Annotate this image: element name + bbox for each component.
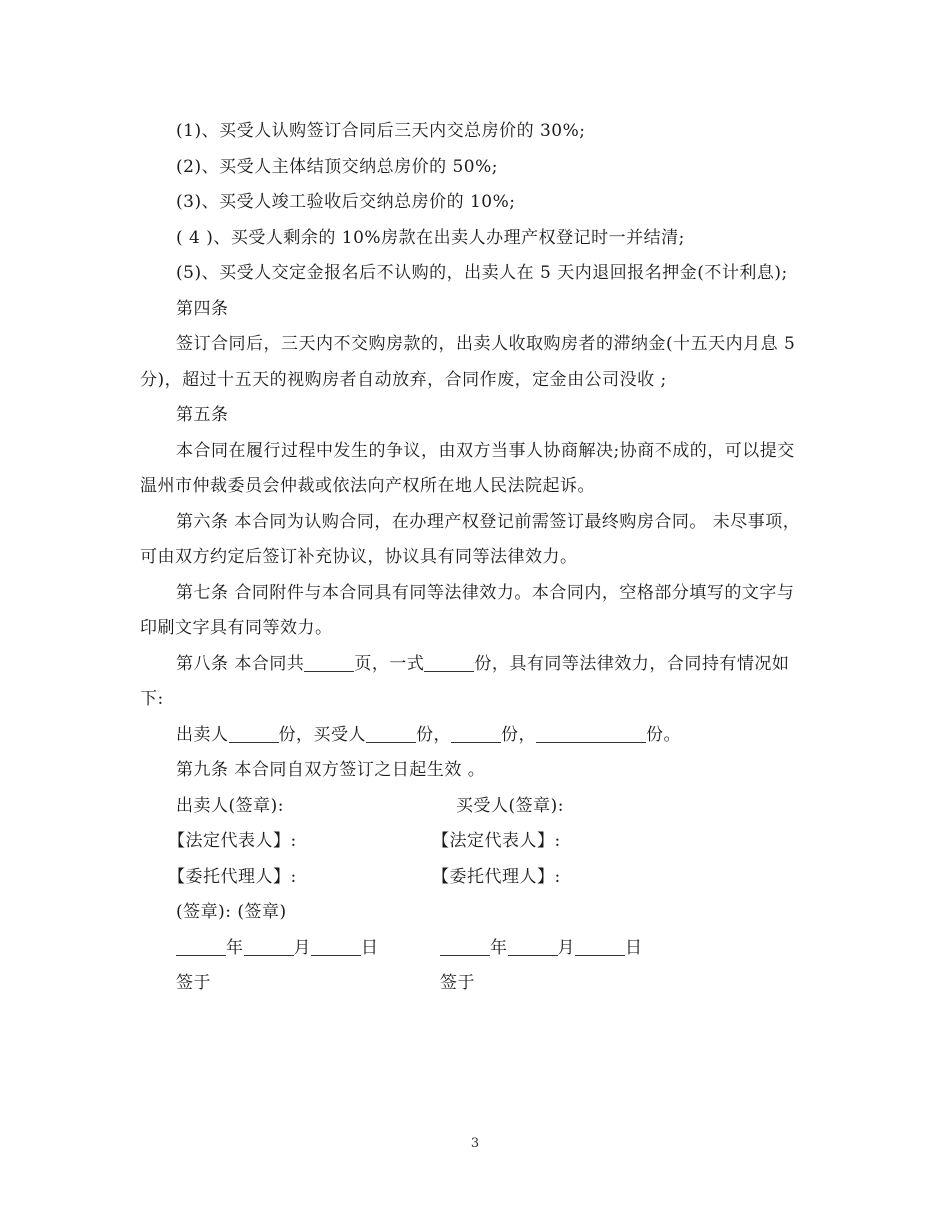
clause-1: (1)、买受人认购签订合同后三天内交总房价的 30%; xyxy=(176,121,586,141)
seller-day-blank xyxy=(311,937,361,956)
buyer-year-label: 年 xyxy=(490,937,508,958)
holdings-unit-1: 份， xyxy=(278,724,314,745)
article-8-part1: 第八条 本合同共 xyxy=(176,653,305,674)
seller-month-label: 月 xyxy=(293,937,311,958)
clause-5: (5)、买受人交定金报名后不认购的，出卖人在 5 天内退回报名押金(不计利息); xyxy=(176,263,788,283)
pages-blank xyxy=(304,653,354,672)
article-8-part3: 份，具有同等法律效力，合同持有情况如下: xyxy=(140,653,790,709)
seller-signed-at: 签于 xyxy=(176,973,211,993)
seller-legal-rep-label: 【法定代表人】: xyxy=(168,831,297,851)
article-9: 第九条 本合同自双方签订之日起生效 。 xyxy=(176,760,486,780)
buyer-date xyxy=(440,931,643,967)
seal-row xyxy=(140,895,810,931)
document-body xyxy=(140,114,810,1002)
buyer-day-label: 日 xyxy=(625,937,643,958)
article-6: 第六条 本合同为认购合同，在办理产权登记前需签订最终购房合同。 未尽事项，可由双方约定后签订补充协议，协议具有同等法律效力。 xyxy=(140,511,801,567)
article-4-title: 第四条 xyxy=(176,298,229,319)
seller-copies-blank xyxy=(229,724,279,743)
date-row xyxy=(140,931,810,967)
seller-date xyxy=(176,931,379,967)
article-5-body: 本合同在履行过程中发生的争议，由双方当事人协商解决;协商不成的，可以提交温州市仲裁委员会仲裁或依法向产权所在地人民法院起诉。 xyxy=(140,440,795,496)
buyer-year-blank xyxy=(440,937,490,956)
article-8 xyxy=(140,647,810,718)
buyer-agent-label: 【委托代理人】: xyxy=(432,866,561,887)
buyer-signature-label: 买受人(签章): xyxy=(456,795,564,816)
clause-4: ( 4 )、买受人剩余的 10%房款在出卖人办理产权登记时一并结清; xyxy=(176,227,685,248)
seal-label: (签章): (签章) xyxy=(176,902,287,922)
seller-signature-label: 出卖人(签章): xyxy=(176,795,284,816)
holdings-buyer: 买受人 xyxy=(313,724,366,745)
clause-2: (2)、买受人主体结顶交纳总房价的 50%; xyxy=(176,156,498,177)
seller-year-blank xyxy=(176,937,226,956)
seller-year-label: 年 xyxy=(226,937,244,958)
article-4-body: 签订合同后，三天内不交购房款的，出卖人收取购房者的滞纳金(十五天内月息 5 分)，超过十五天的视购房者自动放弃，合同作废，定金由公司没收 ; xyxy=(140,334,796,390)
seller-agent-label: 【委托代理人】: xyxy=(168,866,297,887)
holdings-seller: 出卖人 xyxy=(176,724,229,745)
page-number: 3 xyxy=(470,1136,480,1151)
buyer-signed-at: 签于 xyxy=(440,973,475,993)
legal-rep-row xyxy=(140,824,810,860)
buyer-legal-rep-label: 【法定代表人】: xyxy=(432,831,561,851)
buyer-month-label: 月 xyxy=(557,937,575,958)
copies-blank xyxy=(424,653,474,672)
signed-at-row xyxy=(140,966,810,1002)
article-7: 第七条 合同附件与本合同具有同等法律效力。本合同内，空格部分填写的文字与印刷文字具有同等效力。 xyxy=(140,582,795,638)
article-5-title: 第五条 xyxy=(176,405,229,425)
buyer-copies-blank xyxy=(366,724,416,743)
article-8-part2: 页，一式 xyxy=(354,653,425,674)
holdings-line xyxy=(140,718,810,754)
holdings-unit-3: 份， xyxy=(501,724,536,745)
other-copies-blank xyxy=(451,724,501,743)
buyer-month-blank xyxy=(508,937,558,956)
seller-day-label: 日 xyxy=(361,937,379,958)
agent-row xyxy=(140,860,810,896)
holdings-unit-2: 份， xyxy=(416,724,451,745)
signature-row xyxy=(140,789,810,825)
holdings-end: 份。 xyxy=(646,724,681,745)
buyer-day-blank xyxy=(575,937,625,956)
clause-3: (3)、买受人竣工验收后交纳总房价的 10%; xyxy=(176,192,516,212)
extra-copies-blank xyxy=(536,724,646,743)
seller-month-blank xyxy=(244,937,294,956)
